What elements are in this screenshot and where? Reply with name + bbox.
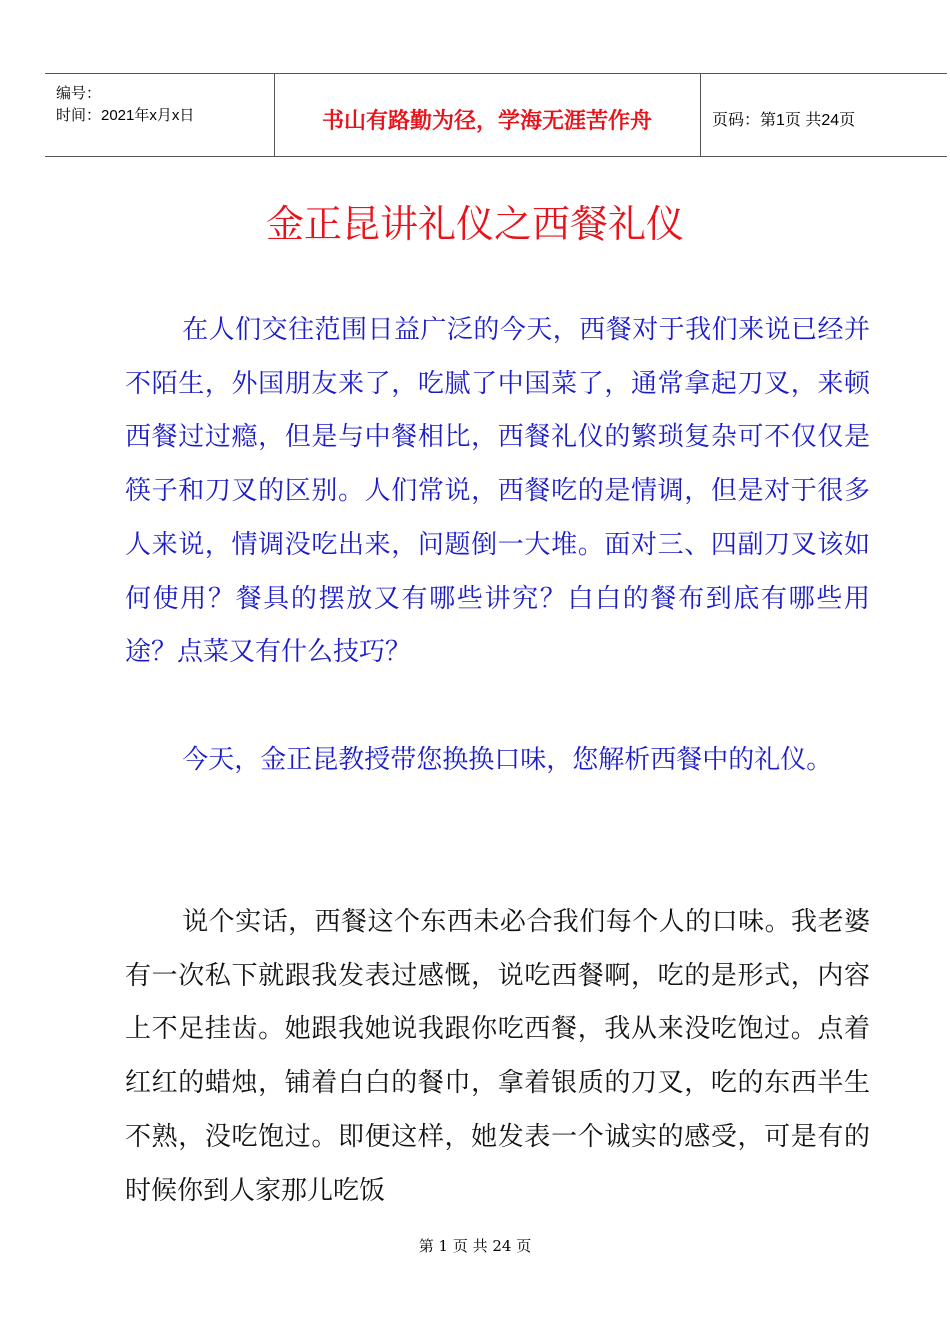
document-date-label: 时间：2021年x月x日 <box>56 107 195 124</box>
body-paragraph: 说个实话，西餐这个东西未必合我们每个人的口味。我老婆有一次私下就跟我发表过感慨，说吃西餐啊，吃的是形式，内容上不足挂齿。她跟我她说我跟你吃西餐，我从来没吃饱过。点着红红的蜡烛，铺着白白的餐巾，拿着银质的刀叉，吃的东西半生不熟，没吃饱过。即便这样，她发表一个诚实的感受，可是有的时候你到人家那儿吃饭 <box>125 907 870 1206</box>
document-header <box>45 73 947 157</box>
page-footer: 第 1 页 共 24 页 <box>418 1237 532 1255</box>
header-motto-cell <box>274 74 701 156</box>
header-motto: 书山有路勤为径，学海无涯苦作舟 <box>321 108 652 134</box>
document-title: 金正昆讲礼仪之西餐礼仪 <box>265 202 684 246</box>
header-meta-cell <box>45 74 275 156</box>
document-number-label: 编号： <box>56 85 102 102</box>
intro-paragraph-2: 今天，金正昆教授带您换换口味，您解析西餐中的礼仪。 <box>182 745 833 775</box>
intro-paragraph: 在人们交往范围日益广泛的今天，西餐对于我们来说已经并不陌生，外国朋友来了，吃腻了中国菜了，通常拿起刀叉，来顿西餐过过瘾，但是与中餐相比，西餐礼仪的繁琐复杂可不仅仅是筷子和刀叉的区别。人们常说，西餐吃的是情调，但是对于很多人来说，情调没吃出来，问题倒一大堆。面对三、四副刀叉该如何使用？餐具的摆放又有哪些讲究？白白的餐布到底有哪些用途？点菜又有什么技巧？ <box>125 315 870 668</box>
header-page-number: 页码：第1页 共24页 <box>712 112 856 129</box>
header-page-cell <box>700 74 947 156</box>
